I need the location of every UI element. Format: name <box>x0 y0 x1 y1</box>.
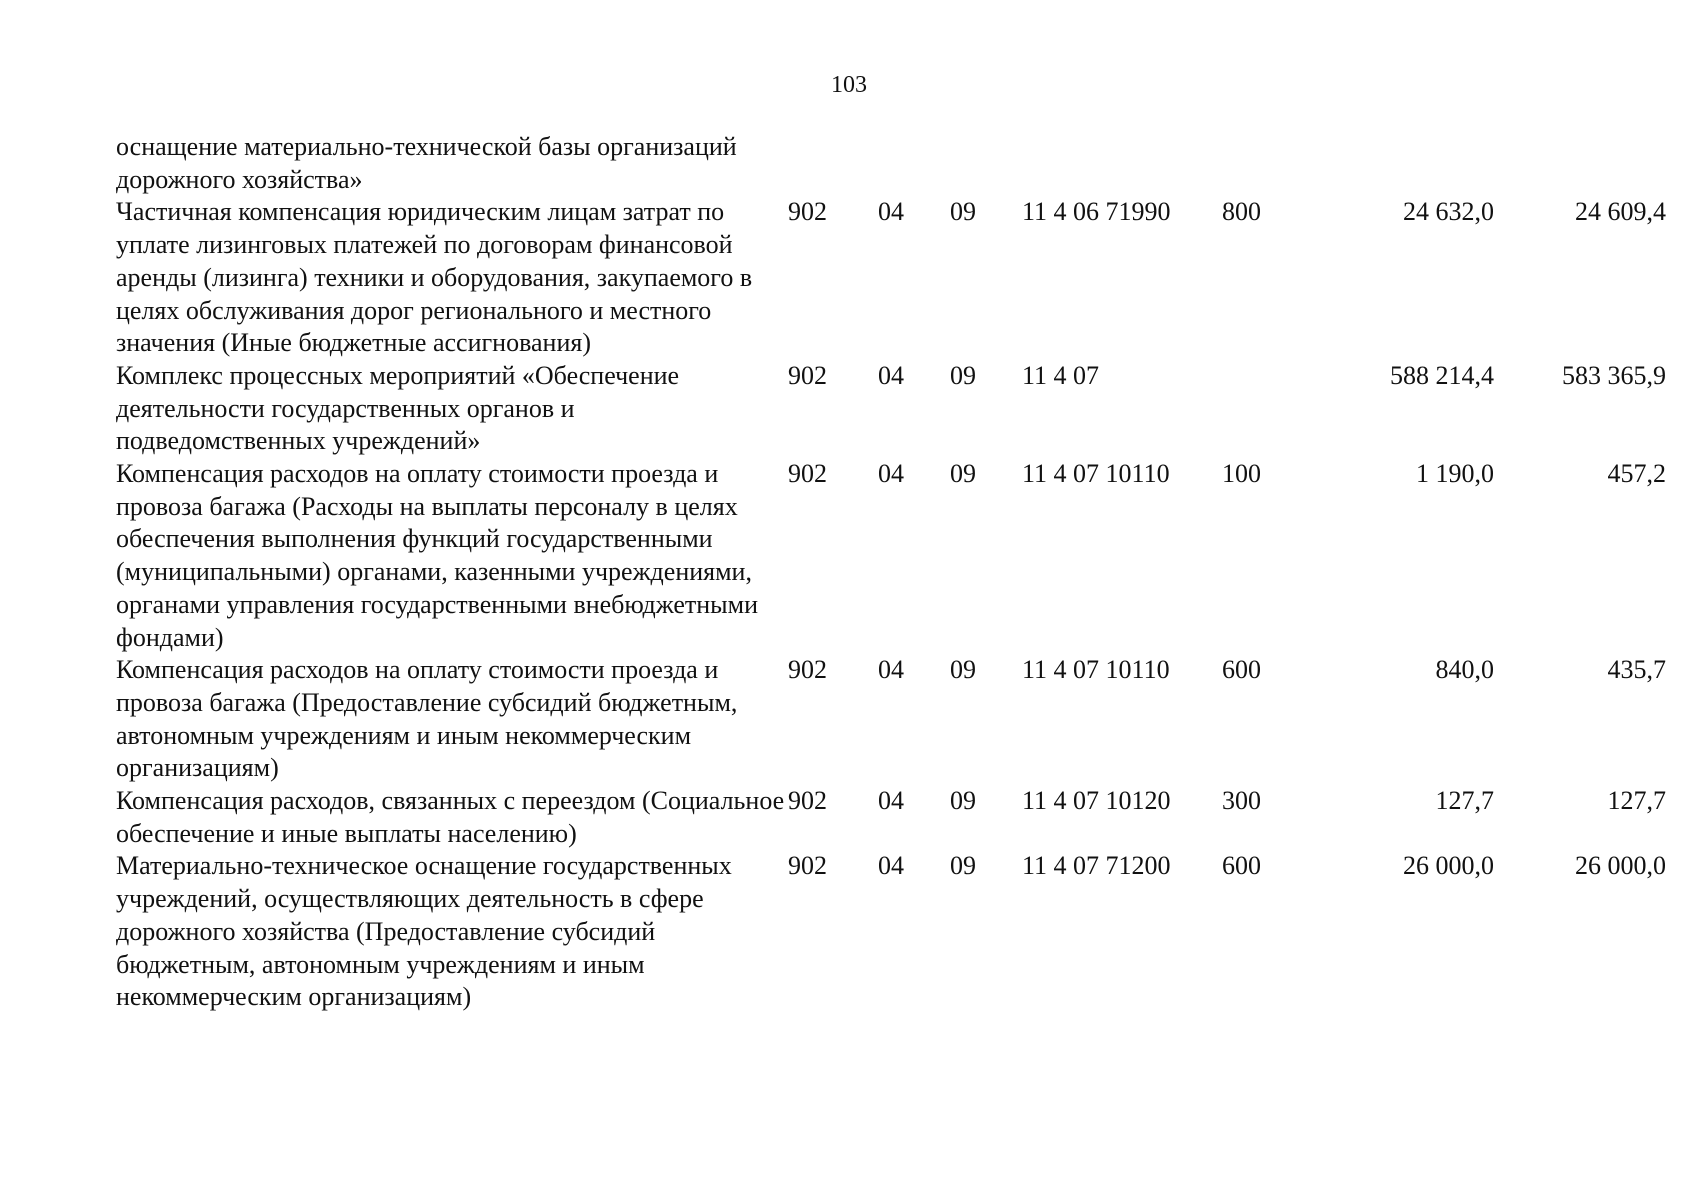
row-name: Компенсация расходов на оплату стоимости проезда и провоза багажа (Расходы на выплаты персоналу в целях обеспечения выполнения функций государственными (муниципальными) органами, казенными учреждениями, органами управления государственными внебюджетными фондами) <box>116 459 759 652</box>
table-row <box>116 196 1666 360</box>
row-name: оснащение материально-технической базы организаций дорожного хозяйства» <box>116 132 737 194</box>
row-section-code: 04 <box>878 655 904 685</box>
table-row <box>116 360 1666 458</box>
row-section-code: 04 <box>878 786 904 816</box>
row-expense-type-code <box>1222 360 1322 458</box>
row-subsection-code: 09 <box>950 197 976 227</box>
row-amount-executed: 24 609,4 <box>1575 197 1666 227</box>
row-expense-type-code: 600 <box>1222 655 1261 685</box>
row-grbs-code <box>788 131 878 196</box>
row-amount-planned: 26 000,0 <box>1403 851 1494 881</box>
row-section-code: 04 <box>878 360 904 390</box>
row-target-article-code: 11 4 06 71990 <box>1022 197 1171 227</box>
row-amount-executed: 435,7 <box>1607 655 1666 685</box>
row-name: Комплекс процессных мероприятий «Обеспечение деятельности государственных органов и подведомственных учреждений» <box>116 360 680 456</box>
row-name: Частичная компенсация юридическим лицам затрат по уплате лизинговых платежей по договорам финансовой аренды (лизинга) техники и оборудования, закупаемого в целях обслуживания дорог регионального и местного значения (Иные бюджетные ассигнования) <box>116 197 753 358</box>
row-grbs-code: 902 <box>788 459 827 489</box>
row-name: Материально-техническое оснащение государственных учреждений, осуществляющих деятельность в сфере дорожного хозяйства (Предоставление субсидий бюджетным, автономным учреждениям и иным некоммерческим организациям) <box>116 851 732 1012</box>
row-section-code <box>878 131 950 196</box>
row-expense-type-code: 100 <box>1222 459 1261 489</box>
row-section-code: 04 <box>878 197 904 227</box>
budget-table <box>116 131 1666 1014</box>
row-section-code: 04 <box>878 459 904 489</box>
row-amount-planned <box>1322 131 1494 196</box>
row-amount-executed: 127,7 <box>1607 786 1666 816</box>
row-target-article-code <box>1022 131 1222 196</box>
row-grbs-code: 902 <box>788 360 827 390</box>
row-target-article-code: 11 4 07 <box>1022 360 1100 390</box>
row-expense-type-code: 300 <box>1222 786 1261 816</box>
table-row <box>116 131 1666 196</box>
row-amount-executed: 26 000,0 <box>1575 851 1666 881</box>
row-expense-type-code: 600 <box>1222 851 1261 881</box>
row-amount-planned: 127,7 <box>1435 786 1494 816</box>
row-subsection-code: 09 <box>950 786 976 816</box>
row-target-article-code: 11 4 07 10110 <box>1022 655 1170 685</box>
row-subsection-code <box>950 131 1022 196</box>
row-name: Компенсация расходов на оплату стоимости проезда и провоза багажа (Предоставление субсидий бюджетным, автономным учреждениям и иным некоммерческим организациям) <box>116 655 738 783</box>
row-subsection-code: 09 <box>950 459 976 489</box>
row-amount-planned: 588 214,4 <box>1390 360 1494 390</box>
row-amount-planned: 840,0 <box>1435 655 1494 685</box>
row-expense-type-code: 800 <box>1222 197 1261 227</box>
row-name: Компенсация расходов, связанных с переездом (Социальное обеспечение и иные выплаты населению) <box>116 786 785 848</box>
row-amount-planned: 24 632,0 <box>1403 197 1494 227</box>
row-amount-executed <box>1494 131 1666 196</box>
row-target-article-code: 11 4 07 10120 <box>1022 786 1171 816</box>
row-grbs-code: 902 <box>788 786 827 816</box>
table-row <box>116 654 1666 785</box>
table-row <box>116 458 1666 654</box>
row-amount-executed: 457,2 <box>1607 459 1666 489</box>
row-grbs-code: 902 <box>788 851 827 881</box>
page-number: 103 <box>831 72 867 98</box>
table-row <box>116 850 1666 1014</box>
row-grbs-code: 902 <box>788 197 827 227</box>
row-section-code: 04 <box>878 851 904 881</box>
row-amount-executed: 583 365,9 <box>1562 360 1666 390</box>
row-subsection-code: 09 <box>950 851 976 881</box>
row-amount-planned: 1 190,0 <box>1416 459 1494 489</box>
table-row <box>116 785 1666 850</box>
row-subsection-code: 09 <box>950 655 976 685</box>
row-target-article-code: 11 4 07 71200 <box>1022 851 1171 881</box>
row-grbs-code: 902 <box>788 655 827 685</box>
row-subsection-code: 09 <box>950 360 976 390</box>
row-target-article-code: 11 4 07 10110 <box>1022 459 1170 489</box>
row-expense-type-code <box>1222 131 1322 196</box>
